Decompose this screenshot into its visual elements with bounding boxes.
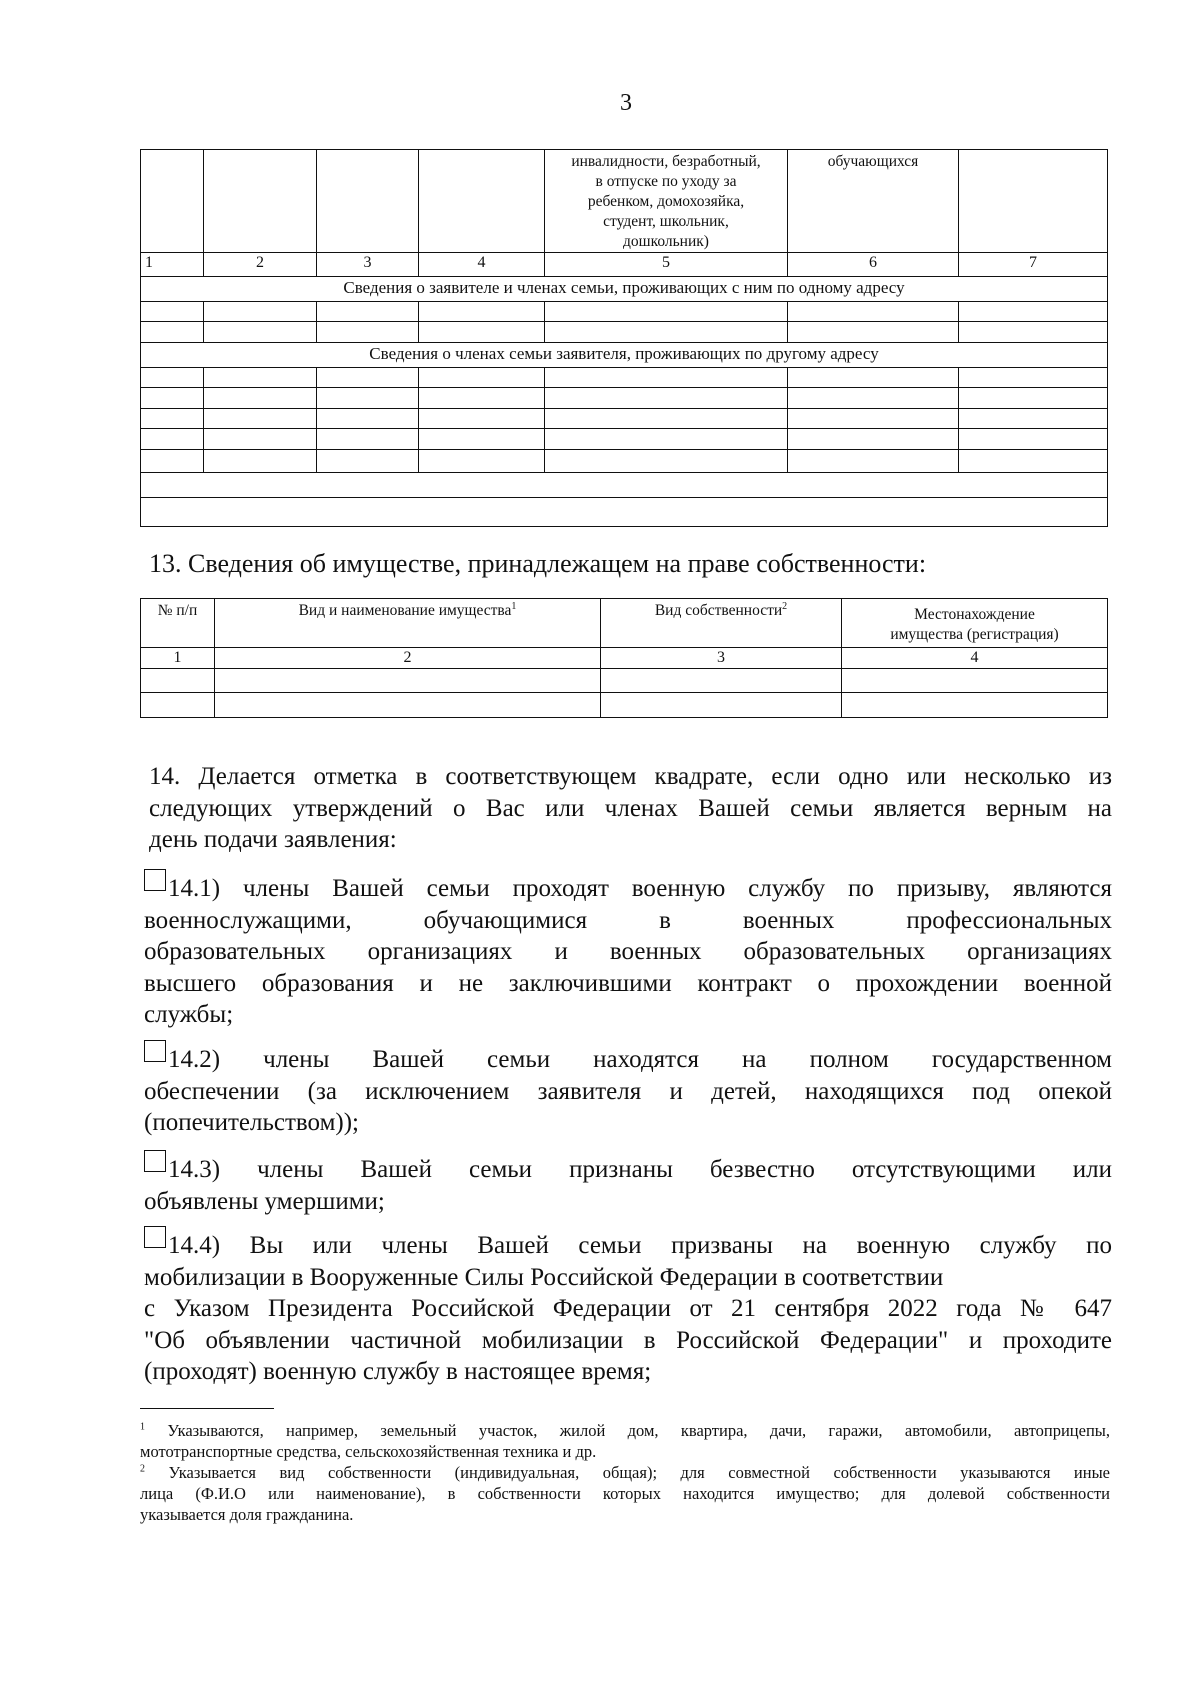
- table-cell[interactable]: [419, 409, 545, 429]
- table-cell[interactable]: [545, 450, 788, 473]
- footnote-separator: [140, 1408, 274, 1409]
- section-14-intro: [149, 761, 1112, 856]
- table-row: [141, 450, 1108, 473]
- item-14-4: [144, 1230, 1112, 1388]
- text-line: мобилизации в Вооруженные Силы Российской Федерации в соответствии: [144, 1263, 944, 1291]
- family-members-table: [140, 149, 1108, 527]
- text-line: (попечительством));: [144, 1109, 360, 1137]
- table-cell[interactable]: [204, 322, 317, 343]
- table-row: [141, 322, 1108, 343]
- table-cell[interactable]: [842, 693, 1108, 718]
- table-row: [141, 409, 1108, 429]
- table-row: [141, 429, 1108, 450]
- text-line: службы;: [144, 1001, 234, 1029]
- item-14-3: [144, 1154, 1112, 1217]
- column-number: 5: [545, 253, 788, 277]
- table-cell[interactable]: [317, 450, 419, 473]
- checkbox-14-2[interactable]: [144, 1040, 166, 1062]
- table-cell[interactable]: [959, 388, 1108, 409]
- section-row-same-address: Сведения о заявителе и членах семьи, проживающих с ним по одному адресу: [141, 277, 1108, 302]
- table-cell[interactable]: [419, 429, 545, 450]
- page-number: 3: [620, 90, 632, 116]
- text-line: 14. Делается отметка в соответствующем квадрате, если одно или несколько из: [149, 763, 1112, 790]
- column-number: 2: [204, 253, 317, 277]
- text-line: указывается доля гражданина.: [140, 1505, 354, 1524]
- table-cell[interactable]: [141, 429, 204, 450]
- table-cell[interactable]: [419, 450, 545, 473]
- table-cell[interactable]: [317, 429, 419, 450]
- table-cell[interactable]: [141, 368, 204, 388]
- table-cell[interactable]: [141, 693, 215, 718]
- table-cell[interactable]: [141, 388, 204, 409]
- column-number-row: [141, 253, 1108, 277]
- text-line: мототранспортные средства, сельскохозяйственная техника и др.: [140, 1442, 597, 1461]
- table-cell[interactable]: [141, 302, 204, 322]
- table-row: [141, 302, 1108, 322]
- table-cell[interactable]: [204, 429, 317, 450]
- header-cell-status: [545, 150, 788, 253]
- column-number: 6: [788, 253, 959, 277]
- checkbox-14-1[interactable]: [144, 869, 166, 891]
- footnote-1: [140, 1420, 1110, 1462]
- table-cell[interactable]: [141, 450, 204, 473]
- table-cell[interactable]: [959, 302, 1108, 322]
- section-row-other-address: Сведения о членах семьи заявителя, проживающих по другому адресу: [141, 343, 1108, 368]
- table-cell[interactable]: [788, 368, 959, 388]
- table-cell[interactable]: [545, 302, 788, 322]
- table-cell[interactable]: [317, 302, 419, 322]
- text-line: 14.4) Вы или члены Вашей семьи призваны на военную службу по: [168, 1232, 1112, 1259]
- text-line: 14.2) члены Вашей семьи находятся на полном государственном: [168, 1046, 1112, 1073]
- table-cell[interactable]: [601, 693, 842, 718]
- text-line: лица (Ф.И.О или наименование), в собственности которых находится имущество; для долевой собственности: [140, 1484, 1110, 1503]
- table-cell[interactable]: [788, 409, 959, 429]
- text-line: следующих утверждений о Вас или членах Вашей семьи является верным на: [149, 794, 1112, 822]
- table-cell[interactable]: [959, 450, 1108, 473]
- table-cell[interactable]: [545, 368, 788, 388]
- table-cell[interactable]: [141, 473, 1108, 498]
- header-line: в отпуске по уходу за: [595, 173, 737, 190]
- table-cell[interactable]: [959, 429, 1108, 450]
- text-line: день подачи заявления:: [149, 826, 397, 854]
- table-cell[interactable]: [545, 322, 788, 343]
- table-cell[interactable]: [419, 368, 545, 388]
- item-14-1: [144, 873, 1112, 1031]
- table-cell[interactable]: [419, 302, 545, 322]
- table-cell[interactable]: [788, 322, 959, 343]
- text-line: 14.1) члены Вашей семьи проходят военную службу по призыву, являются: [168, 875, 1112, 902]
- header-text: Вид собственности: [654, 602, 783, 619]
- header-line: инвалидности, безработный,: [571, 153, 761, 170]
- header-line: имущества (регистрация): [890, 626, 1059, 643]
- column-number: 1: [141, 253, 204, 277]
- section-13-heading: 13. Сведения об имуществе, принадлежащем на праве собственности:: [149, 549, 927, 578]
- table-cell[interactable]: [141, 322, 204, 343]
- text-line: высшего образования и не заключившими контракт о прохождении военной: [144, 969, 1112, 997]
- table-cell[interactable]: [545, 388, 788, 409]
- table-cell[interactable]: [545, 429, 788, 450]
- footnote-ref: 1: [511, 600, 517, 612]
- table-cell[interactable]: [215, 669, 601, 693]
- table-cell[interactable]: [141, 669, 215, 693]
- header-cell-number: № п/п: [141, 599, 215, 648]
- text-line: объявлены умершими;: [144, 1187, 385, 1215]
- text-line: 14.3) члены Вашей семьи признаны безвестно отсутствующими или: [168, 1156, 1112, 1183]
- table-cell[interactable]: [204, 409, 317, 429]
- header-line: ребенком, домохозяйка,: [587, 193, 745, 210]
- header-cell-ownership: [601, 599, 842, 648]
- header-line: дошкольник): [623, 233, 709, 250]
- table-cell[interactable]: [788, 429, 959, 450]
- header-cell: [959, 150, 1108, 253]
- table-row: [141, 473, 1108, 498]
- header-cell-students: обучающихся: [788, 150, 959, 253]
- column-number: 4: [419, 253, 545, 277]
- table-cell[interactable]: [317, 322, 419, 343]
- column-number: 3: [601, 648, 842, 669]
- text-line: "Об объявлении частичной мобилизации в Российской Федерации" и проходите: [144, 1326, 1112, 1354]
- table-cell[interactable]: [317, 409, 419, 429]
- table-cell[interactable]: [959, 368, 1108, 388]
- header-line: Местонахождение: [914, 606, 1035, 623]
- column-number: 4: [842, 648, 1108, 669]
- checkbox-14-4[interactable]: [144, 1226, 166, 1248]
- text-line: Указываются, например, земельный участок, жилой дом, квартира, дачи, гаражи, автомобили, автоприцепы,: [167, 1421, 1111, 1440]
- text-line: военнослужащими, обучающимися в военных профессиональных: [144, 906, 1112, 934]
- table-cell[interactable]: [141, 409, 204, 429]
- column-number: 2: [215, 648, 601, 669]
- item-14-2: [144, 1044, 1112, 1139]
- text-line: с Указом Президента Российской Федерации от 21 сентября 2022 года № 647: [144, 1295, 1112, 1323]
- column-number: 3: [317, 253, 419, 277]
- table-cell[interactable]: [959, 322, 1108, 343]
- table-header-row: [141, 150, 1108, 253]
- table-cell[interactable]: [215, 693, 601, 718]
- header-cell: [204, 150, 317, 253]
- table-row: [141, 498, 1108, 527]
- column-number: 1: [141, 648, 215, 669]
- table-cell[interactable]: [419, 322, 545, 343]
- table-row: [141, 669, 1108, 693]
- table-cell[interactable]: [788, 388, 959, 409]
- footnote-mark: 2: [140, 1463, 145, 1475]
- text-line: обеспечении (за исключением заявителя и детей, находящихся под опекой: [144, 1077, 1112, 1105]
- table-row: [141, 388, 1108, 409]
- table-cell[interactable]: [545, 409, 788, 429]
- table-row: [141, 693, 1108, 718]
- header-cell: [317, 150, 419, 253]
- table-header-row: [141, 599, 1108, 648]
- text-line: (проходят) военную службу в настоящее время;: [144, 1358, 652, 1386]
- table-cell[interactable]: [317, 388, 419, 409]
- property-table: [140, 598, 1108, 718]
- column-number-row: [141, 648, 1108, 669]
- table-cell[interactable]: [601, 669, 842, 693]
- header-text: Вид и наименование имущества: [298, 602, 512, 619]
- table-cell[interactable]: [204, 388, 317, 409]
- table-cell[interactable]: [788, 302, 959, 322]
- header-cell-location: [842, 599, 1108, 648]
- table-cell[interactable]: [959, 409, 1108, 429]
- header-line: студент, школьник,: [603, 213, 729, 230]
- header-cell: [419, 150, 545, 253]
- table-cell[interactable]: [204, 368, 317, 388]
- text-line: Указывается вид собственности (индивидуальная, общая); для совместной собственности указываются иные: [168, 1463, 1111, 1482]
- footnote-mark: 1: [140, 1421, 145, 1433]
- text-line: образовательных организациях и военных образовательных организациях: [144, 938, 1112, 966]
- table-cell[interactable]: [204, 302, 317, 322]
- table-row: [141, 368, 1108, 388]
- checkbox-14-3[interactable]: [144, 1150, 166, 1172]
- table-cell[interactable]: [141, 498, 1108, 527]
- table-cell[interactable]: [419, 388, 545, 409]
- table-cell[interactable]: [842, 669, 1108, 693]
- header-cell: [141, 150, 204, 253]
- header-cell-property-type: [215, 599, 601, 648]
- footnote-ref: 2: [782, 600, 788, 612]
- footnote-2: [140, 1462, 1110, 1525]
- table-cell[interactable]: [204, 450, 317, 473]
- table-cell[interactable]: [317, 368, 419, 388]
- column-number: 7: [959, 253, 1108, 277]
- table-cell[interactable]: [788, 450, 959, 473]
